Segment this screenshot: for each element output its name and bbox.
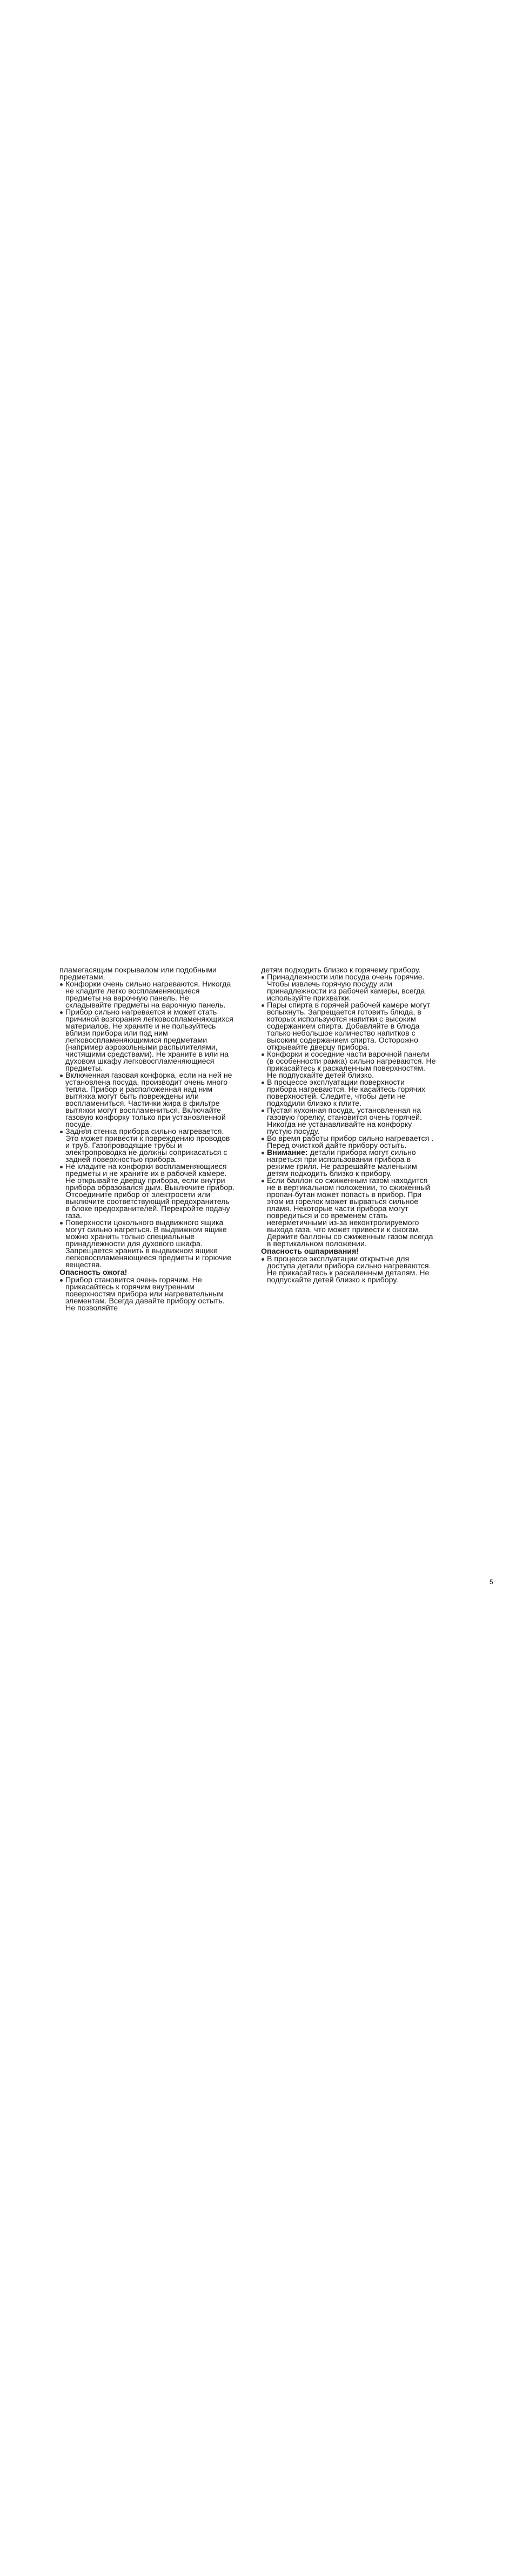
list-item xyxy=(261,1135,437,1150)
bullet-icon xyxy=(262,1004,264,1007)
bullet-icon xyxy=(60,1279,63,1282)
warning-item xyxy=(261,1150,437,1178)
right-intro-text: детям подходить близко к горячему прибору. xyxy=(261,966,421,975)
list-item-text: Поверхности цокольного выдвижного ящика могут сильно нагреться. В выдвижном ящике можно хранить только специальные принадлежности для духового шкафа. Запрещается хранить в выдвижном ящике легковоспламеняющиеся предметы и горючие вещества. xyxy=(65,1219,232,1269)
list-item xyxy=(59,1128,235,1164)
list-item-text: Конфорки и соседние части варочной панели (в особенности рамка) сильно нагреваются. Не прикасайтесь к раскаленным поверхностям. Не подпускайте детей близко. xyxy=(267,1050,436,1080)
list-item-text: Принадлежности или посуда очень горячие. Чтобы извлечь горячую посуду или принадлежности из рабочей камеры, всегда используйте прихватки. xyxy=(267,973,425,1003)
bullet-icon xyxy=(60,1011,63,1014)
list-item-text: В процессе эксплуатации открытые для доступа детали прибора сильно нагреваются. Не прикасайтесь к раскаленным деталям. Не подпускайте детей близко к прибору. xyxy=(267,1255,431,1284)
bullet-icon xyxy=(262,1053,264,1056)
bullet-icon xyxy=(262,976,264,979)
right-bullet-list-2 xyxy=(261,1256,437,1284)
bullet-icon xyxy=(262,1081,264,1084)
list-item xyxy=(261,1256,437,1284)
list-item-text: Прибор сильно нагревается и может стать причиной возгорания легковоспламеняющихся материалов. Не храните и не пользуйтесь вблизи прибора или под ним легковоспламеняющимися предметами (например аэрозольными распылителями, чистящими средствами). Не храните в или на духовом шкафу легковоспламеняющиеся предметы. xyxy=(65,1008,233,1073)
left-column xyxy=(59,967,235,1312)
left-bullet-list-1 xyxy=(59,981,235,1269)
list-item xyxy=(261,974,437,1002)
list-item-text: Прибор становится очень горячим. Не прикасайтесь к горячим внутренним поверхностям прибора или нагревательным элементам. Всегда давайте прибору остыть. Не позволяйте xyxy=(65,1276,225,1313)
bullet-icon xyxy=(60,983,63,986)
list-item-text: Задняя стенка прибора сильно нагревается. Это может привести к повреждению проводов и труб. Газопроводящие трубы и электропроводка не должны соприкасаться с задней поверхностью прибора. xyxy=(65,1127,230,1164)
list-item xyxy=(59,981,235,1009)
bullet-icon xyxy=(60,1222,63,1225)
right-bullet-list-1 xyxy=(261,974,437,1248)
warning-text: детали прибора могут сильно нагреться при использовании прибора в режиме гриля. Не разрешайте маленьким детям подходить близко к прибору. xyxy=(267,1148,417,1178)
bullet-icon xyxy=(262,1258,264,1261)
scald-hazard-heading: Опасность ошпаривания! xyxy=(261,1247,359,1256)
list-item-text: Если баллон со сжиженным газом находится не в вертикальном положении, то сжиженный пропан-бутан может попасть в прибор. При этом из горелок может вырваться сильное пламя. Некоторые части прибора могут повредиться и со временем стать негерметичными из-за неконтролируемого выхода газа, что может привести к ожогам. Держите баллоны со сжиженным газом всегда в вертикальном положении. xyxy=(267,1177,433,1248)
left-intro-text: пламегасящим покрывалом или подобными предметами. xyxy=(59,966,217,982)
list-item xyxy=(261,1079,437,1107)
list-item-text: Конфорки очень сильно нагреваются. Никогда не кладите легко воспламеняющиеся предметы на варочную панель. Не складывайте предметы на варочную панель. xyxy=(65,980,231,1010)
list-item-text: Включенная газовая конфорка, если на ней не установлена посуда, производит очень много тепла. Прибор и расположенная над ним вытяжка могут быть повреждены или воспламениться. Частички жира в фильтре вытяжки могут воспламениться. Включайте газовую конфорку только при установленной посуде. xyxy=(65,1071,232,1129)
list-item-text: В процессе эксплуатации поверхности прибора нагреваются. Не касайтесь горячих поверхностей. Следите, чтобы дети не подходили близко к плите. xyxy=(267,1078,426,1108)
list-item xyxy=(59,1164,235,1220)
list-item xyxy=(59,1277,235,1312)
bullet-icon xyxy=(60,1074,63,1077)
right-column xyxy=(261,967,437,1284)
list-item xyxy=(261,1178,437,1248)
bullet-icon xyxy=(262,1152,264,1154)
bullet-icon xyxy=(262,1138,264,1140)
list-item xyxy=(59,1072,235,1128)
list-item xyxy=(261,1051,437,1079)
list-item xyxy=(261,1107,437,1135)
list-item-text: Не кладите на конфорки воспламеняющиеся предметы и не храните их в рабочей камере. Не открывайте дверцу прибора, если внутри прибора образовался дым. Выключите прибор. Отсоедините прибор от электросети или выключите соответствующий предохранитель в блоке предохранителей. Перекройте подачу газа. xyxy=(65,1162,234,1220)
list-item xyxy=(59,1009,235,1072)
list-item xyxy=(59,1220,235,1269)
left-bullet-list-2 xyxy=(59,1277,235,1312)
warning-label: Внимание: xyxy=(267,1148,308,1157)
list-item xyxy=(261,1002,437,1051)
burn-hazard-heading: Опасность ожога! xyxy=(59,1268,128,1277)
bullet-icon xyxy=(60,1131,63,1133)
bullet-icon xyxy=(262,1180,264,1182)
list-item-text: Во время работы прибор сильно нагревается . Перед очисткой дайте прибору остыть. xyxy=(267,1134,434,1150)
list-item-text: Пустая кухонная посуда, установленная на газовую горелку, становится очень горячей. Никогда не устанавливайте на конфорку пустую посуду. xyxy=(267,1106,422,1136)
list-item-text: Пары спирта в горячей рабочей камере могут вспыхнуть. Запрещается готовить блюда, в которых используются напитки с высоким содержанием спирта. Добавляйте в блюда только небольшое количество напитков с высоким содержанием спирта. Осторожно открывайте дверцу прибора. xyxy=(267,1001,431,1052)
bullet-icon xyxy=(60,1166,63,1168)
page-number: 5 xyxy=(490,1578,493,1586)
bullet-icon xyxy=(262,1110,264,1112)
